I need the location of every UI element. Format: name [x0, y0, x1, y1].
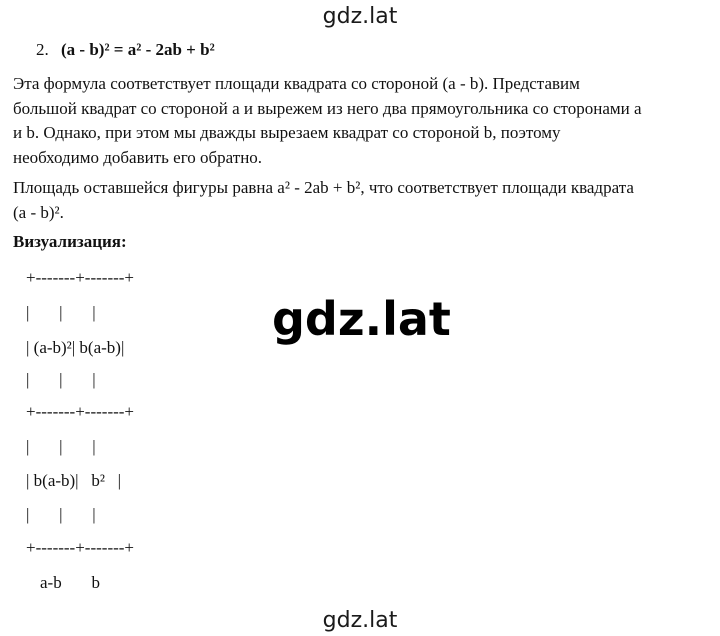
paragraph-line: необходимо добавить его обратно.: [13, 147, 263, 167]
paragraph-line: (a - b)².: [13, 202, 64, 222]
diagram-line: | b(a-b)| b² |: [26, 471, 122, 490]
diagram-line: | (a-b)²| b(a-b)|: [26, 338, 125, 357]
item-heading: [36, 40, 215, 60]
visualization-heading: Визуализация:: [13, 232, 127, 251]
diagram-line: +-------+-------+: [26, 268, 135, 287]
watermark-bottom: gdz.lat: [322, 608, 398, 633]
diagram-line: | | |: [26, 303, 96, 322]
diagram-line: | | |: [26, 437, 96, 456]
diagram-line: | | |: [26, 505, 96, 524]
diagram-line: +-------+-------+: [26, 538, 135, 557]
watermark-top: gdz.lat: [322, 4, 398, 29]
paragraph-line: и b. Однако, при этом мы дважды вырезаем квадрат со стороной b, поэтому: [13, 123, 561, 142]
paragraph-line: большой квадрат со стороной a и вырежем из него два прямоугольника со сторонами a: [13, 98, 642, 118]
conclusion-paragraph: [13, 176, 713, 225]
paragraph-line: Эта формула соответствует площади квадрата со стороной (a - b). Представим: [13, 74, 580, 93]
item-number: 2.: [36, 40, 49, 59]
explanation-paragraph: [13, 72, 713, 170]
diagram-line: | | |: [26, 370, 96, 389]
item-formula: (a - b)² = a² - 2ab + b²: [61, 40, 215, 59]
diagram-axis-labels: a-b b: [40, 573, 100, 592]
paragraph-line: Площадь оставшейся фигуры равна a² - 2ab + b², что соответствует площади квадрата: [13, 178, 634, 197]
diagram-line: +-------+-------+: [26, 402, 135, 421]
watermark-center: gdz.lat: [272, 292, 451, 346]
